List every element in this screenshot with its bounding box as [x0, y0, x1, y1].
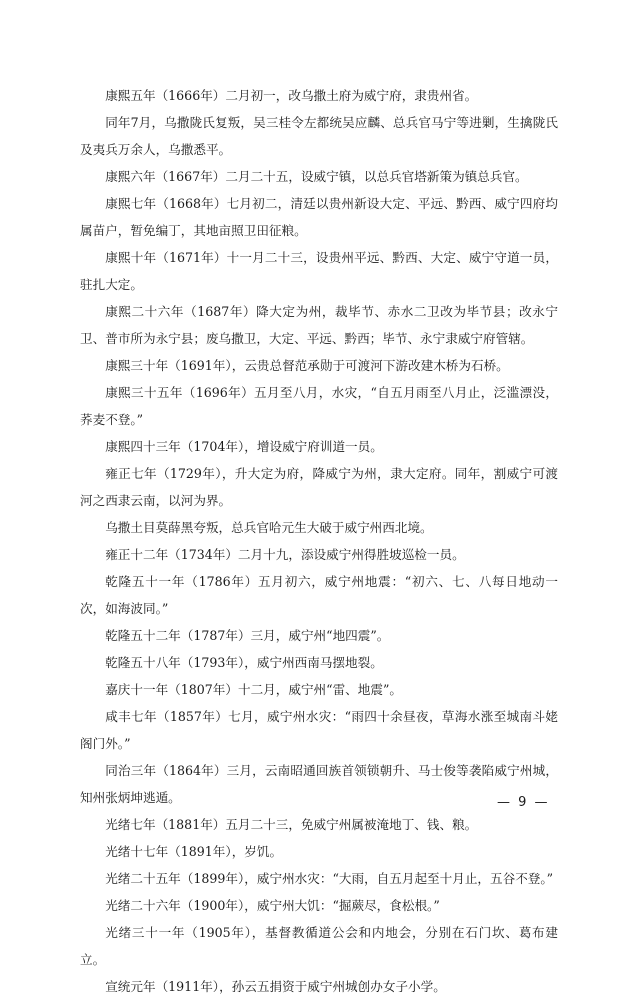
chronicle-entry: 康熙三十年（1691年），云贵总督范承勋于可渡河下游改建木桥为石桥。	[105, 358, 509, 373]
document-body	[80, 82, 558, 1000]
page-number: — 9 —	[497, 795, 550, 810]
chronicle-entry: 乾隆五十一年（1786年）五月初六，威宁州地震：“初六、七、八每日地动一次，如海波同。”	[80, 574, 558, 616]
chronicle-entry: 嘉庆十一年（1807年）十二月，威宁州“雷、地震”。	[105, 682, 402, 697]
chronicle-entry: 康熙七年（1668年）七月初二，清廷以贵州新设大定、平远、黔西、威宁四府均属苗户，暂免编丁，其地亩照卫田征粮。	[80, 196, 558, 238]
chronicle-entry: 同年7月，乌撒陇氏复叛，吴三桂令左都统吴应麟、总兵官马宁等进剿，生擒陇氏及夷兵万余人，乌撒悉平。	[80, 115, 558, 157]
chronicle-entry: 宣统元年（1911年），孙云五捐资于威宁州城创办女子小学。	[105, 979, 446, 994]
chronicle-entry: 光绪十七年（1891年），岁饥。	[105, 844, 283, 859]
chronicle-entry: 乌撒土目莫薛黑夸叛，总兵官哈元生大破于威宁州西北境。	[105, 520, 433, 535]
chronicle-entry: 康熙三十五年（1696年）五月至八月，水灾，“自五月雨至八月止，泛滥漂没，荞麦不登。”	[80, 385, 558, 427]
chronicle-entry: 光绪二十六年（1900年），威宁州大饥：“掘蕨尽，食松根。”	[105, 898, 440, 913]
chronicle-entry: 雍正十二年（1734年）二月十九，添设威宁州得胜坡巡检一员。	[105, 547, 465, 562]
chronicle-entry: 同治三年（1864年）三月，云南昭通回族首领锁朝升、马士俊等袭陷威宁州城，知州张炳坤逃遁。	[80, 763, 558, 805]
chronicle-entry: 咸丰七年（1857年）七月，威宁州水灾：“雨四十余昼夜，草海水涨至城南斗姥阁门外。”	[80, 709, 558, 751]
chronicle-entry: 康熙五年（1666年）二月初一，改乌撒土府为威宁府，隶贵州省。	[105, 88, 478, 103]
chronicle-entry: 光绪七年（1881年）五月二十三，免威宁州属被淹地丁、钱、粮。	[105, 817, 478, 832]
chronicle-entry: 光绪三十一年（1905年），基督教循道公会和内地会，分别在石门坎、葛布建立。	[80, 925, 558, 967]
chronicle-entry: 康熙二十六年（1687年）降大定为州，裁毕节、赤水二卫改为毕节县；改永宁卫、普市所为永宁县；废乌撒卫，大定、平远、黔西；毕节、永宁隶威宁府管辖。	[80, 304, 558, 346]
chronicle-entry: 乾隆五十二年（1787年）三月，威宁州“地四震”。	[105, 628, 390, 643]
chronicle-entry: 康熙四十三年（1704年），增设威宁府训道一员。	[105, 439, 383, 454]
chronicle-entry: 光绪二十五年（1899年），威宁州水灾：“大雨，自五月起至十月止，五谷不登。”	[105, 871, 554, 886]
chronicle-entry: 雍正七年（1729年），升大定为府，降威宁为州，隶大定府。同年，割威宁可渡河之西隶云南，以河为界。	[80, 466, 558, 508]
chronicle-entry: 康熙十年（1671年）十一月二十三，设贵州平远、黔西、大定、威宁守道一员，驻扎大定。	[80, 250, 558, 292]
chronicle-entry: 康熙六年（1667年）二月二十五，设威宁镇，以总兵官塔新策为镇总兵官。	[105, 169, 528, 184]
chronicle-entry: 乾隆五十八年（1793年），威宁州西南马摆地裂。	[105, 655, 383, 670]
